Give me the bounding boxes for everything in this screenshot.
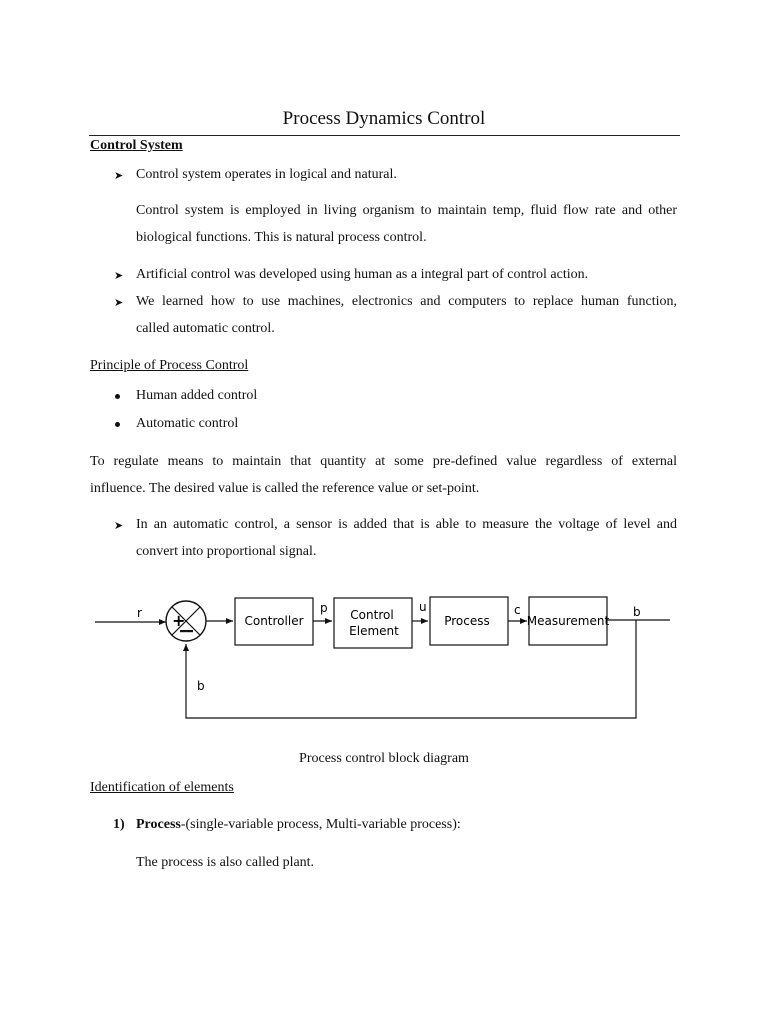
signal-p-label: p	[320, 601, 328, 615]
paragraph-line: influence. The desired value is called the reference value or set-point.	[90, 481, 480, 496]
control-element-label-line1: Control	[350, 608, 394, 622]
signal-b-output-label: b	[633, 605, 641, 619]
numbered-item	[136, 817, 461, 833]
arrow-bullet-icon: ➤	[114, 270, 124, 282]
paragraph-line: Control system is employed in living organism to maintain temp, fluid flow rate and other	[136, 203, 677, 218]
list-number: 1)	[113, 817, 125, 832]
item-rest-text: -(single-variable process, Multi-variable process):	[180, 817, 461, 832]
signal-r-label: r	[137, 606, 142, 620]
signal-u-label: u	[419, 600, 427, 614]
bullet-text: In an automatic control, a sensor is added that is able to measure the voltage of level and	[136, 517, 677, 532]
item-bold-term: Process	[136, 817, 181, 832]
bullet-text: Control system operates in logical and natural.	[136, 167, 397, 182]
section-heading-principle: Principle of Process Control	[90, 358, 249, 373]
arrow-bullet-icon: ➤	[114, 297, 124, 309]
summing-junction	[166, 601, 206, 641]
controller-label: Controller	[244, 614, 304, 628]
bullet-text: Artificial control was developed using human as a integral part of control action.	[136, 267, 589, 282]
measurement-label: Measurement	[526, 614, 610, 628]
page-title: Process Dynamics Control	[282, 108, 486, 129]
bullet-text: We learned how to use machines, electronics and computers to replace human function,	[136, 294, 677, 309]
section-heading-control-system: Control System	[90, 138, 183, 153]
signal-c-label: c	[514, 603, 521, 617]
section-heading-identification: Identification of elements	[90, 780, 234, 795]
arrow-bullet-icon: ➤	[114, 170, 124, 182]
paragraph-line: biological functions. This is natural process control.	[136, 230, 427, 245]
summing-plus-sign: +	[172, 611, 186, 630]
bullet-text: convert into proportional signal.	[136, 544, 317, 559]
bullet-text: called automatic control.	[136, 321, 275, 336]
diagram-caption: Process control block diagram	[299, 751, 469, 766]
item-description: The process is also called plant.	[136, 855, 315, 870]
process-label: Process	[444, 614, 490, 628]
signal-b-feedback-label: b	[197, 679, 205, 693]
list-item: Automatic control	[136, 416, 239, 431]
control-element-label-line2: Element	[349, 624, 399, 638]
control-element-block	[334, 598, 412, 648]
summing-minus-sign	[180, 630, 193, 632]
arrow-bullet-icon: ➤	[114, 520, 124, 532]
paragraph-line: To regulate means to maintain that quantity at some pre-defined value regardless of external	[90, 454, 677, 469]
list-item: Human added control	[136, 388, 258, 403]
